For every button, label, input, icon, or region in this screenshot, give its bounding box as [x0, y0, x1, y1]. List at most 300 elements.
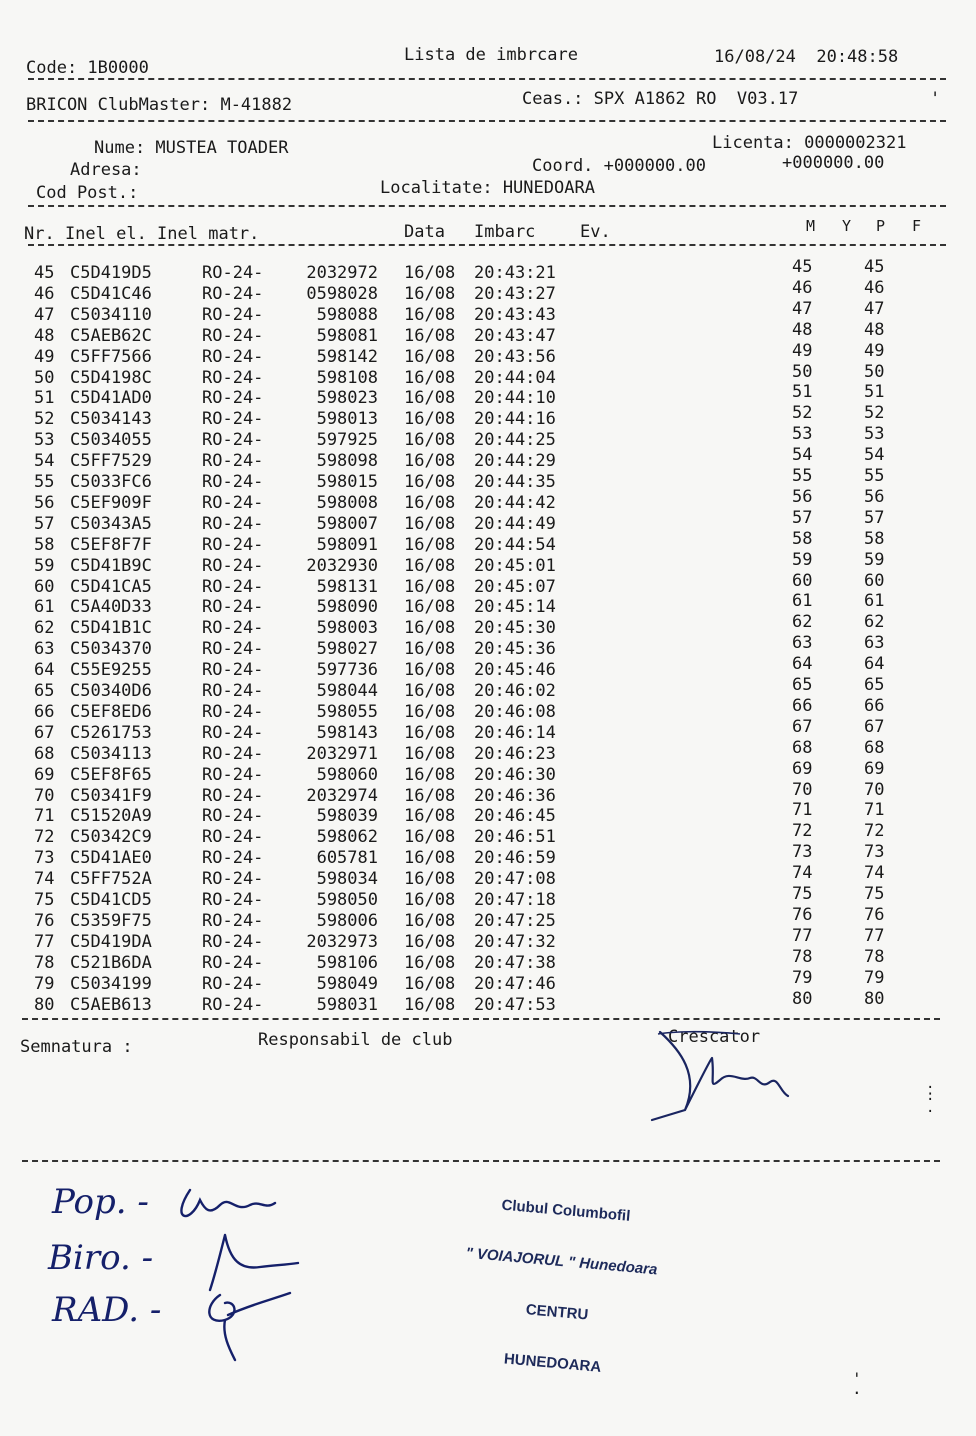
m-value: 66 — [792, 695, 813, 716]
column-header-f: F — [912, 217, 922, 235]
ring-number: 598049 — [316, 973, 378, 994]
row-number: 72 — [34, 827, 55, 848]
p-value: 53 — [864, 424, 885, 445]
ring-prefix: RO-24- — [202, 263, 264, 283]
electronic-ring: C5AEB613 — [70, 994, 152, 1015]
p-value: 52 — [864, 403, 885, 424]
ring-prefix: RO-24- — [202, 869, 264, 890]
electronic-ring: C5EF8ED6 — [70, 701, 152, 722]
m-value: 80 — [792, 988, 813, 1009]
ring-number: 597925 — [316, 430, 378, 451]
row-number: 62 — [34, 618, 55, 639]
electronic-ring: C5D419DA — [70, 931, 152, 952]
basketing-date: 16/08 — [404, 827, 456, 848]
basketing-time: 20:44:25 — [474, 430, 556, 451]
basketing-time: 20:45:30 — [474, 618, 556, 639]
basketing-time: 20:44:29 — [474, 451, 556, 472]
basketing-date: 16/08 — [404, 869, 456, 890]
club-stamp — [431, 1158, 689, 1399]
ring-number: 598015 — [316, 472, 378, 492]
licence-label: Licenta: 0000002321 — [712, 133, 907, 153]
ring-prefix: RO-24- — [202, 952, 264, 973]
p-value: 73 — [864, 842, 885, 863]
basketing-time: 20:44:54 — [474, 534, 556, 555]
p-value: 72 — [864, 821, 885, 842]
ring-number: 598090 — [316, 597, 378, 618]
row-number: 46 — [34, 283, 55, 304]
basketing-date: 16/08 — [404, 576, 456, 597]
ring-number: 598003 — [316, 618, 378, 639]
table-row — [0, 445, 976, 472]
basketing-time: 20:47:46 — [474, 973, 556, 994]
ring-number: 598034 — [316, 869, 378, 890]
table-row — [0, 340, 976, 368]
p-value: 51 — [864, 382, 885, 403]
ring-prefix: RO-24- — [202, 325, 264, 346]
row-number: 47 — [34, 304, 55, 325]
basketing-date: 16/08 — [404, 451, 456, 472]
handwritten-signatures — [160, 1165, 310, 1365]
p-value: 69 — [864, 758, 885, 779]
column-header-left: Nr. Inel el. Inel matr. — [24, 224, 260, 244]
m-value: 45 — [792, 257, 813, 277]
ring-prefix: RO-24- — [202, 660, 264, 681]
ring-prefix: RO-24- — [202, 388, 264, 409]
p-value: 80 — [864, 988, 885, 1009]
stamp-line-1: Clubul Columbofil — [500, 1196, 631, 1225]
basketing-date: 16/08 — [404, 910, 456, 931]
column-header-ev: Ev. — [580, 222, 611, 242]
table-row — [0, 319, 976, 347]
table-row — [0, 528, 976, 556]
ring-number: 598023 — [316, 388, 378, 409]
table-row — [0, 570, 976, 598]
basketing-date: 16/08 — [404, 806, 456, 827]
basketing-date: 16/08 — [404, 681, 456, 701]
m-value: 77 — [792, 925, 813, 946]
basketing-date: 16/08 — [404, 785, 456, 806]
electronic-ring: C5D41B9C — [70, 555, 152, 576]
p-value: 77 — [864, 925, 885, 946]
ring-number: 598091 — [316, 534, 378, 555]
table-row — [0, 507, 976, 535]
row-number: 64 — [34, 660, 55, 681]
p-value: 48 — [864, 319, 885, 340]
ring-number: 2032973 — [306, 931, 378, 952]
ring-prefix: RO-24- — [202, 534, 264, 555]
owner-name: Nume: MUSTEA TOADER — [94, 138, 289, 158]
table-row — [0, 967, 976, 995]
row-number: 80 — [34, 994, 55, 1015]
basketing-date: 16/08 — [404, 722, 456, 743]
ring-prefix: RO-24- — [202, 576, 264, 597]
electronic-ring: C5D41CD5 — [70, 890, 152, 910]
row-number: 55 — [34, 472, 55, 492]
basketing-time: 20:45:36 — [474, 639, 556, 660]
p-value: 67 — [864, 716, 885, 737]
ring-prefix: RO-24- — [202, 994, 264, 1015]
table-row — [0, 904, 976, 932]
electronic-ring: C50343A5 — [70, 513, 152, 534]
basketing-time: 20:44:10 — [474, 388, 556, 409]
handwritten-name-1: Pop. - — [52, 1182, 149, 1222]
ring-prefix: RO-24- — [202, 618, 264, 639]
basketing-time: 20:43:56 — [474, 346, 556, 367]
basketing-time: 20:45:01 — [474, 555, 556, 576]
ring-prefix: RO-24- — [202, 722, 264, 743]
ring-number: 2032930 — [306, 555, 378, 576]
basketing-date: 16/08 — [404, 848, 456, 869]
table-row — [0, 988, 976, 1016]
ring-number: 2032971 — [306, 743, 378, 764]
electronic-ring: C5D41AD0 — [70, 388, 152, 409]
electronic-ring: C51520A9 — [70, 806, 152, 827]
basketing-time: 20:43:43 — [474, 304, 556, 325]
row-number: 50 — [34, 367, 55, 388]
row-number: 57 — [34, 513, 55, 534]
ring-prefix: RO-24- — [202, 409, 264, 430]
coord-label: Coord. +000000.00 — [532, 156, 706, 176]
basketing-time: 20:47:18 — [474, 890, 556, 910]
p-value: 47 — [864, 298, 885, 319]
table-row — [0, 842, 976, 869]
basketing-date: 16/08 — [404, 931, 456, 952]
p-value: 70 — [864, 779, 885, 800]
ring-prefix: RO-24- — [202, 367, 264, 388]
row-number: 67 — [34, 722, 55, 743]
basketing-date: 16/08 — [404, 513, 456, 534]
m-value: 64 — [792, 654, 813, 675]
clubmaster-label: BRICON ClubMaster: M-41882 — [26, 95, 293, 115]
basketing-time: 20:44:35 — [474, 472, 556, 492]
table-row — [0, 884, 976, 911]
m-value: 56 — [792, 486, 813, 507]
table-row — [0, 424, 976, 451]
row-number: 53 — [34, 430, 55, 451]
m-value: 59 — [792, 549, 813, 570]
table-row — [0, 277, 976, 305]
row-number: 65 — [34, 681, 55, 701]
p-value: 56 — [864, 486, 885, 507]
basketing-time: 20:47:08 — [474, 869, 556, 890]
ring-number: 598062 — [316, 827, 378, 848]
p-value: 54 — [864, 445, 885, 466]
ring-prefix: RO-24- — [202, 451, 264, 472]
table-row — [0, 612, 976, 639]
electronic-ring: C5D419D5 — [70, 263, 152, 283]
postcode-label: Cod Post.: — [36, 183, 139, 203]
basketing-date: 16/08 — [404, 618, 456, 639]
basketing-date: 16/08 — [404, 492, 456, 513]
basketing-time: 20:46:02 — [474, 681, 556, 701]
basketing-date: 16/08 — [404, 346, 456, 367]
basketing-date: 16/08 — [404, 743, 456, 764]
column-header-m: M — [806, 217, 816, 235]
m-value: 55 — [792, 466, 813, 486]
p-value: 57 — [864, 507, 885, 528]
electronic-ring: C5FF752A — [70, 869, 152, 890]
p-value: 75 — [864, 884, 885, 904]
ring-number: 598008 — [316, 492, 378, 513]
table-row — [0, 466, 976, 493]
m-value: 71 — [792, 800, 813, 821]
ring-number: 0598028 — [306, 283, 378, 304]
basketing-time: 20:47:32 — [474, 931, 556, 952]
basketing-time: 20:43:21 — [474, 263, 556, 283]
ring-prefix: RO-24- — [202, 639, 264, 660]
electronic-ring: C5A40D33 — [70, 597, 152, 618]
p-value: 63 — [864, 633, 885, 654]
electronic-ring: C50340D6 — [70, 681, 152, 701]
basketing-date: 16/08 — [404, 472, 456, 492]
p-value: 50 — [864, 361, 885, 382]
basketing-time: 20:45:14 — [474, 597, 556, 618]
basketing-date: 16/08 — [404, 534, 456, 555]
p-value: 49 — [864, 340, 885, 361]
m-value: 61 — [792, 591, 813, 612]
ring-prefix: RO-24- — [202, 701, 264, 722]
m-value: 76 — [792, 904, 813, 925]
ring-prefix: RO-24- — [202, 472, 264, 492]
basketing-time: 20:43:47 — [474, 325, 556, 346]
handwritten-name-3: RAD. - — [52, 1290, 162, 1330]
p-value: 66 — [864, 695, 885, 716]
m-value: 65 — [792, 675, 813, 695]
basketing-time: 20:44:16 — [474, 409, 556, 430]
table-row — [0, 737, 976, 765]
electronic-ring: C521B6DA — [70, 952, 152, 973]
table-row — [0, 403, 976, 430]
basketing-time: 20:46:23 — [474, 743, 556, 764]
m-value: 78 — [792, 946, 813, 967]
row-number: 61 — [34, 597, 55, 618]
electronic-ring: C5034113 — [70, 743, 152, 764]
locality-label: Localitate: HUNEDOARA — [380, 178, 595, 198]
table-row — [0, 486, 976, 514]
basketing-time: 20:46:14 — [474, 722, 556, 743]
table-row — [0, 298, 976, 326]
electronic-ring: C5033FC6 — [70, 472, 152, 492]
row-number: 59 — [34, 555, 55, 576]
print-datetime: 16/08/24 20:48:58 — [714, 47, 899, 67]
electronic-ring: C5AEB62C — [70, 325, 152, 346]
row-number: 78 — [34, 952, 55, 973]
table-row — [0, 946, 976, 974]
basketing-date: 16/08 — [404, 639, 456, 660]
ring-prefix: RO-24- — [202, 910, 264, 931]
m-value: 50 — [792, 361, 813, 382]
row-number: 51 — [34, 388, 55, 409]
m-value: 53 — [792, 424, 813, 445]
row-number: 56 — [34, 492, 55, 513]
table-row — [0, 800, 976, 827]
row-number: 45 — [34, 263, 55, 283]
basketing-date: 16/08 — [404, 388, 456, 409]
signature-label: Semnatura : — [20, 1037, 133, 1057]
m-value: 57 — [792, 507, 813, 528]
basketing-date: 16/08 — [404, 263, 456, 283]
p-value: 46 — [864, 277, 885, 298]
row-number: 49 — [34, 346, 55, 367]
basketing-date: 16/08 — [404, 283, 456, 304]
m-value: 52 — [792, 403, 813, 424]
divider — [28, 244, 946, 246]
club-responsible-label: Responsabil de club — [258, 1030, 453, 1050]
electronic-ring: C5D41CA5 — [70, 576, 152, 597]
table-row — [0, 549, 976, 577]
ring-prefix: RO-24- — [202, 430, 264, 451]
mark-dot: ' — [930, 89, 941, 109]
basketing-date: 16/08 — [404, 994, 456, 1015]
row-number: 48 — [34, 325, 55, 346]
table-row — [0, 361, 976, 389]
ring-prefix: RO-24- — [202, 848, 264, 869]
basketing-time: 20:44:04 — [474, 367, 556, 388]
m-value: 79 — [792, 967, 813, 988]
p-value: 64 — [864, 654, 885, 675]
table-row — [0, 257, 976, 284]
p-value: 76 — [864, 904, 885, 925]
p-value: 61 — [864, 591, 885, 612]
ring-number: 598106 — [316, 952, 378, 973]
row-number: 73 — [34, 848, 55, 869]
ring-prefix: RO-24- — [202, 681, 264, 701]
p-value: 79 — [864, 967, 885, 988]
p-value: 59 — [864, 549, 885, 570]
basketing-date: 16/08 — [404, 890, 456, 910]
column-header-data: Data — [404, 222, 445, 242]
basketing-date: 16/08 — [404, 409, 456, 430]
electronic-ring: C5FF7529 — [70, 451, 152, 472]
row-number: 54 — [34, 451, 55, 472]
electronic-ring: C5D41B1C — [70, 618, 152, 639]
ring-number: 2032972 — [306, 263, 378, 283]
ring-prefix: RO-24- — [202, 555, 264, 576]
basketing-time: 20:46:30 — [474, 764, 556, 785]
edge-mark: ' . — [852, 1369, 862, 1398]
divider — [28, 120, 946, 122]
basketing-date: 16/08 — [404, 701, 456, 722]
row-number: 52 — [34, 409, 55, 430]
ring-prefix: RO-24- — [202, 785, 264, 806]
electronic-ring: C50341F9 — [70, 785, 152, 806]
basketing-date: 16/08 — [404, 764, 456, 785]
basketing-date: 16/08 — [404, 430, 456, 451]
row-number: 75 — [34, 890, 55, 910]
column-header-p: P — [876, 217, 886, 235]
m-value: 74 — [792, 863, 813, 884]
ring-prefix: RO-24- — [202, 806, 264, 827]
electronic-ring: C5D4198C — [70, 367, 152, 388]
divider — [28, 78, 946, 80]
divider — [28, 205, 946, 207]
m-value: 68 — [792, 737, 813, 758]
ring-prefix: RO-24- — [202, 764, 264, 785]
basketing-time: 20:46:36 — [474, 785, 556, 806]
p-value: 68 — [864, 737, 885, 758]
m-value: 72 — [792, 821, 813, 842]
ring-prefix: RO-24- — [202, 931, 264, 952]
table-row — [0, 675, 976, 702]
m-value: 46 — [792, 277, 813, 298]
row-number: 58 — [34, 534, 55, 555]
ring-number: 598131 — [316, 576, 378, 597]
p-value: 58 — [864, 528, 885, 549]
row-number: 69 — [34, 764, 55, 785]
edge-mark: . : . — [926, 1076, 935, 1116]
basketing-date: 16/08 — [404, 325, 456, 346]
p-value: 45 — [864, 257, 885, 277]
basketing-date: 16/08 — [404, 597, 456, 618]
electronic-ring: C55E9255 — [70, 660, 152, 681]
ring-number: 598007 — [316, 513, 378, 534]
basketing-time: 20:46:59 — [474, 848, 556, 869]
m-value: 69 — [792, 758, 813, 779]
m-value: 60 — [792, 570, 813, 591]
m-value: 75 — [792, 884, 813, 904]
ring-prefix: RO-24- — [202, 304, 264, 325]
table-row — [0, 633, 976, 660]
p-value: 60 — [864, 570, 885, 591]
basketing-time: 20:47:25 — [474, 910, 556, 931]
ring-number: 598060 — [316, 764, 378, 785]
ring-number: 598081 — [316, 325, 378, 346]
electronic-ring: C5034370 — [70, 639, 152, 660]
ring-number: 598108 — [316, 367, 378, 388]
basketing-date: 16/08 — [404, 304, 456, 325]
ring-number: 598039 — [316, 806, 378, 827]
basketing-time: 20:43:27 — [474, 283, 556, 304]
coord-second: +000000.00 — [782, 153, 885, 173]
code-label: Code: 1B0000 — [26, 58, 149, 78]
table-row — [0, 695, 976, 723]
row-number: 60 — [34, 576, 55, 597]
stamp-line-2: " VOIAJORUL " Hunedoara — [464, 1244, 659, 1279]
ring-number: 597736 — [316, 660, 378, 681]
electronic-ring: C5034055 — [70, 430, 152, 451]
basketing-time: 20:46:51 — [474, 827, 556, 848]
ring-prefix: RO-24- — [202, 743, 264, 764]
ceas-label: Ceas.: SPX A1862 RO V03.17 — [522, 89, 799, 109]
ring-number: 598143 — [316, 722, 378, 743]
table-row — [0, 654, 976, 681]
basketing-time: 20:46:45 — [474, 806, 556, 827]
p-value: 65 — [864, 675, 885, 695]
table-row — [0, 821, 976, 848]
table-row — [0, 716, 976, 744]
ring-number: 605781 — [316, 848, 378, 869]
table-row — [0, 591, 976, 618]
m-value: 58 — [792, 528, 813, 549]
m-value: 47 — [792, 298, 813, 319]
ring-prefix: RO-24- — [202, 890, 264, 910]
m-value: 63 — [792, 633, 813, 654]
m-value: 67 — [792, 716, 813, 737]
electronic-ring: C5FF7566 — [70, 346, 152, 367]
electronic-ring: C5261753 — [70, 722, 152, 743]
ring-prefix: RO-24- — [202, 346, 264, 367]
basketing-time: 20:46:08 — [474, 701, 556, 722]
column-header-imbarc: Imbarc — [474, 222, 536, 242]
ring-number: 598031 — [316, 994, 378, 1015]
ring-prefix: RO-24- — [202, 973, 264, 994]
table-row — [0, 779, 976, 807]
row-number: 63 — [34, 639, 55, 660]
handwritten-name-2: Biro. - — [48, 1238, 154, 1278]
breeder-signature — [640, 1020, 810, 1130]
ring-number: 598013 — [316, 409, 378, 430]
p-value: 74 — [864, 863, 885, 884]
